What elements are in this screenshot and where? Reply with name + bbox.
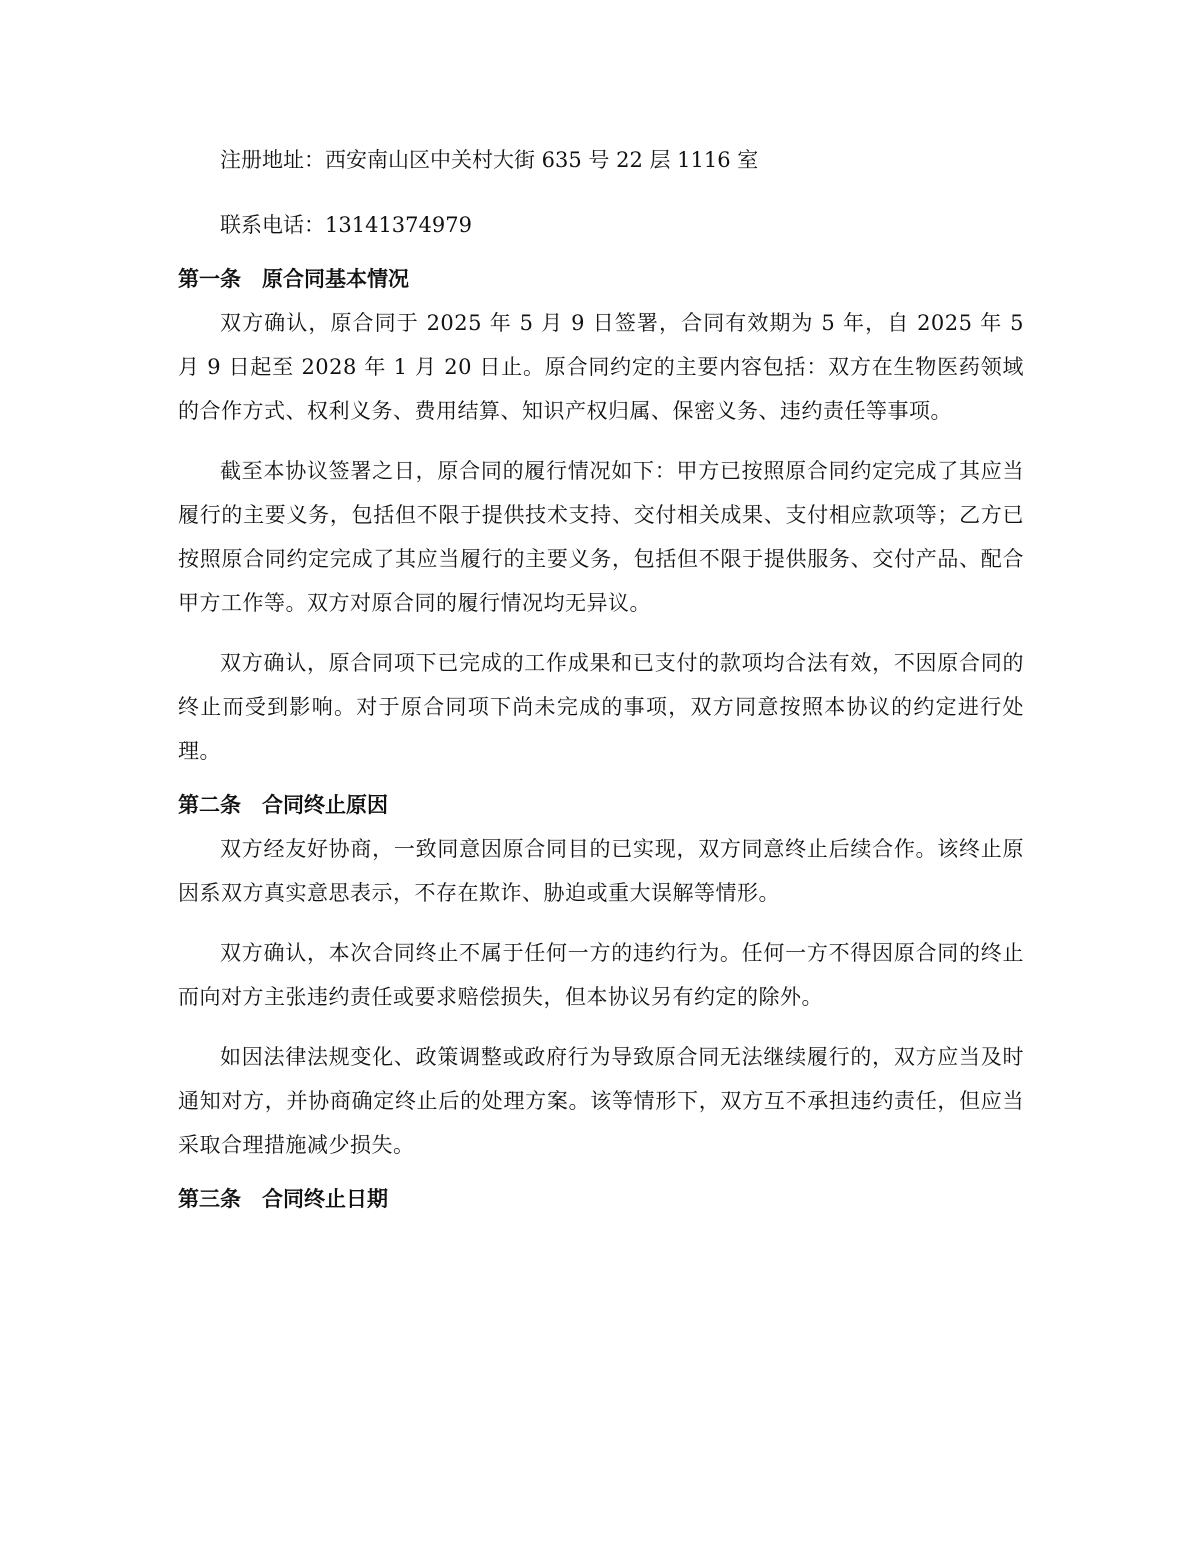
section-2-paragraph-1: 双方经友好协商，一致同意因原合同目的已实现，双方同意终止后续合作。该终止原因系双方真实意思表示，不存在欺诈、胁迫或重大误解等情形。 (178, 837, 1024, 905)
section-heading-2: 第二条 合同终止原因 (178, 793, 388, 817)
registered-address: 注册地址：西安南山区中关村大街 635 号 22 层 1116 室 (220, 148, 759, 172)
section-1-paragraph-2: 截至本协议签署之日，原合同的履行情况如下：甲方已按照原合同约定完成了其应当履行的主要义务，包括但不限于提供技术支持、交付相关成果、支付相应款项等；乙方已按照原合同约定完成了其应当履行的主要义务，包括但不限于提供服务、交付产品、配合甲方工作等。双方对原合同的履行情况均无异议。 (178, 459, 1024, 615)
section-2-paragraph-2: 双方确认，本次合同终止不属于任何一方的违约行为。任何一方不得因原合同的终止而向对方主张违约责任或要求赔偿损失，但本协议另有约定的除外。 (178, 941, 1024, 1009)
contact-phone: 联系电话：13141374979 (220, 213, 472, 237)
section-2-paragraph-3: 如因法律法规变化、政策调整或政府行为导致原合同无法继续履行的，双方应当及时通知对方，并协商确定终止后的处理方案。该等情形下，双方互不承担违约责任，但应当采取合理措施减少损失。 (178, 1045, 1024, 1157)
document-body (178, 138, 1024, 1221)
section-heading-3: 第三条 合同终止日期 (178, 1187, 388, 1211)
section-1-paragraph-1: 双方确认，原合同于 2025 年 5 月 9 日签署，合同有效期为 5 年，自 2025 年 5 月 9 日起至 2028 年 1 月 20 日止。原合同约定的主要内容包括：双方在生物医药领域的合作方式、权利义务、费用结算、知识产权归属、保密义务、违约责任等事项。 (178, 311, 1024, 423)
section-heading-1: 第一条 原合同基本情况 (178, 267, 409, 291)
section-1-paragraph-3: 双方确认，原合同项下已完成的工作成果和已支付的款项均合法有效，不因原合同的终止而受到影响。对于原合同项下尚未完成的事项，双方同意按照本协议的约定进行处理。 (178, 651, 1024, 763)
